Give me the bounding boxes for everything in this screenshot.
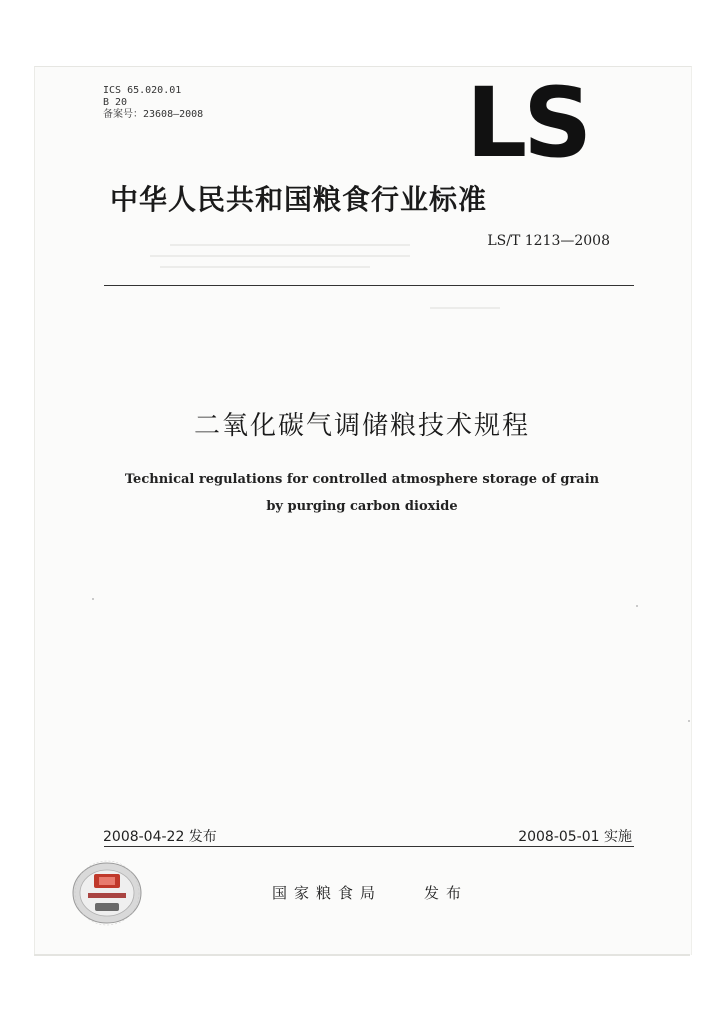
publisher-name: 国家粮食局 [272, 884, 383, 902]
scan-speck [92, 598, 94, 600]
ls-logo: LS [466, 67, 589, 179]
footer-rule [104, 846, 634, 847]
scan-background-top [0, 0, 724, 66]
implementation-date: 2008-05-01 实施 [518, 829, 632, 845]
bleed-through-mark [170, 244, 410, 246]
ccs-code: B 20 [103, 97, 128, 108]
document-title-chinese: 二氧化碳气调储粮技术规程 [193, 411, 530, 441]
scan-speck [688, 720, 690, 722]
publisher-action: 发布 [424, 884, 469, 902]
scan-speck [636, 605, 638, 607]
bleed-through-mark [160, 266, 370, 268]
bleed-through-mark [430, 307, 500, 309]
document-title-english-line2: by purging carbon dioxide [266, 499, 458, 514]
ics-code: ICS 65.020.01 [103, 85, 182, 96]
bleed-through-mark [150, 255, 410, 257]
anti-counterfeit-seal [70, 860, 144, 926]
filing-number: 备案号：23608—2008 [103, 109, 204, 120]
document-title-english-line1: Technical regulations for controlled atmosphere storage of grain [124, 472, 600, 487]
page-bottom-edge [34, 954, 690, 956]
standard-number: LS/T 1213—2008 [487, 233, 610, 249]
header-rule [104, 285, 634, 286]
standard-category-title: 中华人民共和国粮食行业标准 [110, 183, 488, 216]
classification-block [103, 85, 203, 121]
issue-date: 2008-04-22 发布 [103, 829, 217, 845]
